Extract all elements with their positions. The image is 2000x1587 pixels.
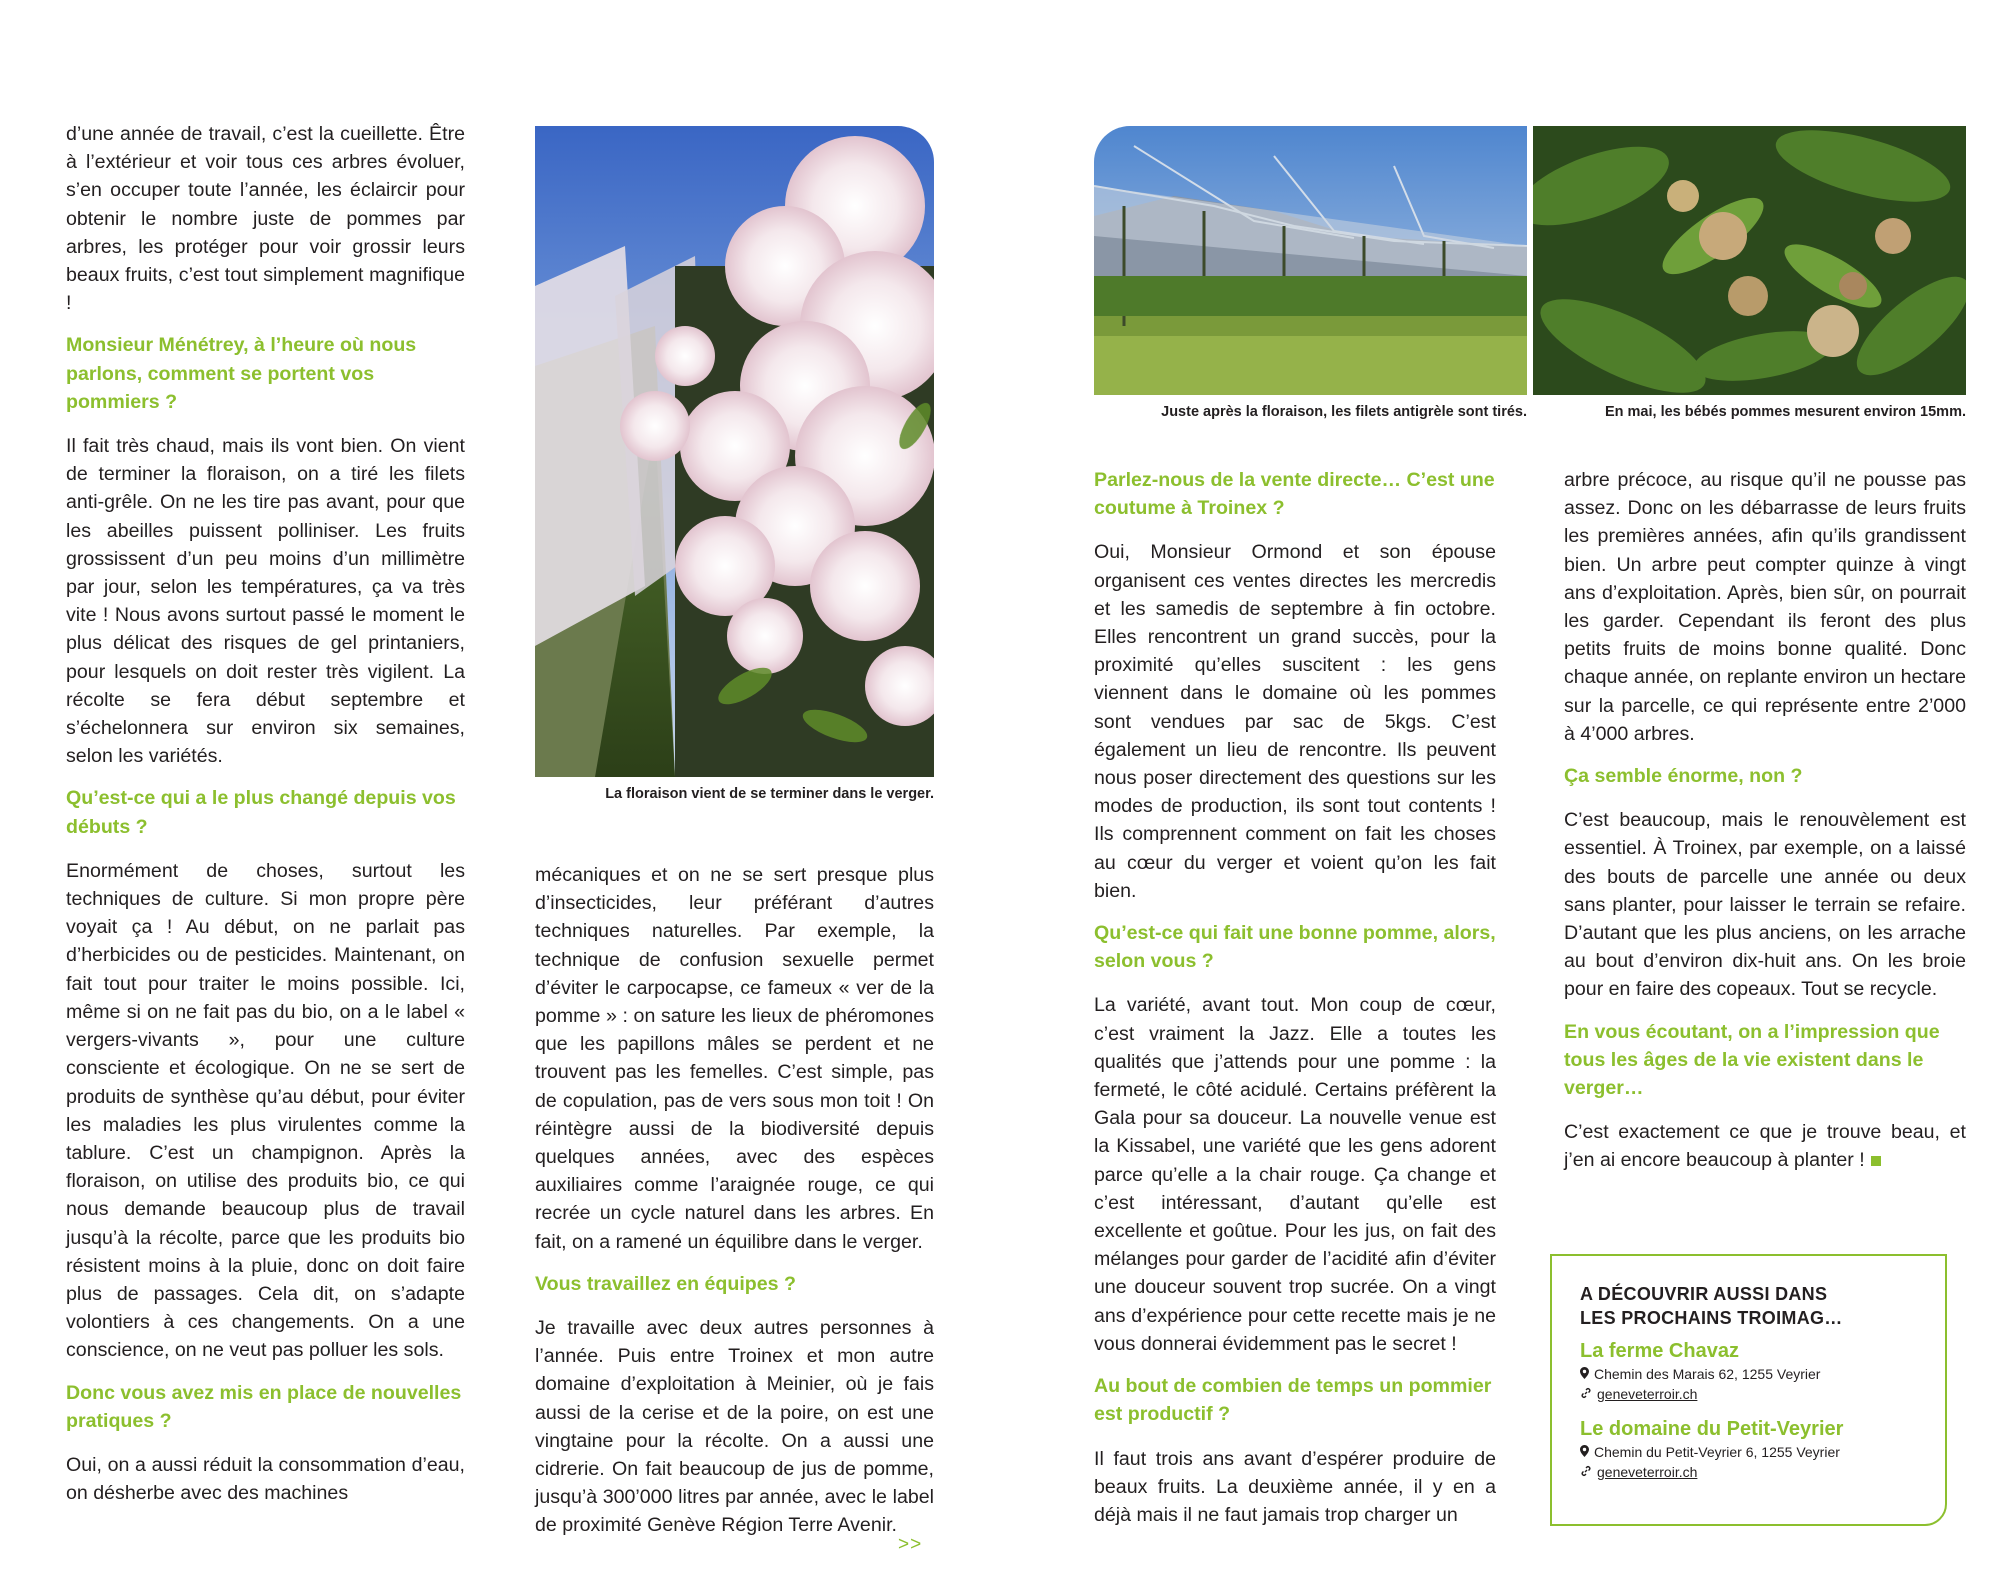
- farm-name: Le domaine du Petit-Veyrier: [1580, 1418, 1844, 1440]
- paragraph: Je travaille avec deux autres personnes à l’année. Puis entre Troinex et mon autre domaine d’exploitation à Meinier, où je fais aussi de la cerise et de la poire, on est une vingtaine pour la récolte. On a aussi une cidrerie. On fait beaucoup de jus de pomme, jusqu’à 300’000 litres par année, avec le label de proximité Genève Région Terre Avenir.: [535, 1317, 934, 1537]
- link-icon: [1580, 1384, 1592, 1404]
- farm-link-row: [1580, 1384, 1917, 1404]
- interview-question: Parlez-nous de la vente directe… C’est une coutume à Troinex ?: [1094, 469, 1495, 520]
- interview-question: Donc vous avez mis en place de nouvelles pratiques ?: [66, 1381, 462, 1432]
- hail-nets-photo-image: [1094, 126, 1527, 395]
- paragraph: Il faut trois ans avant d’espérer produire de beaux fruits. La deuxième année, il y en a déjà mais il ne faut jamais trop charger un: [1094, 1447, 1496, 1526]
- farm-website-link[interactable]: geneveterroir.ch: [1597, 1464, 1698, 1480]
- farm-website-link[interactable]: geneveterroir.ch: [1597, 1386, 1698, 1402]
- farm-address: Chemin du Petit-Veyrier 6, 1255 Veyrier: [1594, 1444, 1840, 1460]
- interview-question: Monsieur Ménétrey, à l’heure où nous parlons, comment se portent vos pommiers ?: [66, 334, 417, 413]
- farm-link-row: [1580, 1462, 1917, 1482]
- column-2: [535, 861, 934, 1540]
- location-pin-icon: [1580, 1364, 1589, 1384]
- paragraph: Oui, on a aussi réduit la consommation d’eau, on désherbe avec des machines: [66, 1453, 465, 1505]
- interview-question: Vous travaillez en équipes ?: [535, 1272, 796, 1295]
- interview-question: En vous écoutant, on a l’impression que tous les âges de la vie existent dans le verger…: [1564, 1020, 1940, 1100]
- blossom-photo: [535, 126, 934, 777]
- interview-question: Qu’est-ce qui fait une bonne pomme, alors, selon vous ?: [1094, 922, 1496, 973]
- column-1: [66, 120, 465, 1507]
- farm-address: Chemin des Marais 62, 1255 Veyrier: [1594, 1366, 1821, 1382]
- paragraph: La variété, avant tout. Mon coup de cœur, c’est vraiment la Jazz. Elle a toutes les qualités que j’attends pour une pomme : la fermeté, le côté acidulé. Certains préfèrent la Gala pour sa douceur. La nouvelle venue est la Kissabel, une variété que les gens adorent parce qu’elle a la chair rouge. Ça change et c’est intéressant, d’autant qu’elle est excellente et goûtue. Pour les jus, on fait des mélanges pour garder de l’acidité afin d’éviter une douceur souvent trop sucrée. On a vingt ans d’expérience pour cette recette mais je ne vous donnerai évidemment pas le secret !: [1094, 994, 1496, 1355]
- farm-name: La ferme Chavaz: [1580, 1340, 1739, 1362]
- baby-apples-caption: En mai, les bébés pommes mesurent environ 15mm.: [1604, 404, 1966, 420]
- discover-more-box: [1550, 1254, 1947, 1526]
- interview-question: Qu’est-ce qui a le plus changé depuis vos débuts ?: [66, 787, 456, 838]
- column-3: [1094, 466, 1496, 1529]
- location-pin-icon: [1580, 1442, 1589, 1462]
- farm-address-row: [1580, 1364, 1917, 1384]
- column-4: [1564, 466, 1966, 1175]
- hail-nets-photo: [1094, 126, 1527, 395]
- baby-apples-photo-image: [1533, 126, 1966, 395]
- paragraph: d’une année de travail, c’est la cueillette. Être à l’extérieur et voir tous ces arbres évoluer, s’en occuper toute l’année, les éclaircir pour obtenir le nombre juste de pommes par arbres, les protéger pour voir grossir leurs beaux fruits, c’est tout simplement magnifique !: [66, 123, 465, 315]
- end-of-article-square: [1871, 1156, 1881, 1166]
- blossom-photo-caption: La floraison vient de se terminer dans le verger.: [605, 786, 934, 802]
- box-title-line-1: A DÉCOUVRIR AUSSI DANS: [1580, 1284, 1828, 1304]
- paragraph: [1564, 1118, 1966, 1174]
- paragraph: Enormément de choses, surtout les techniques de culture. Si mon propre père voyait ça ! Au début, on ne parlait pas d’herbicides ou de pesticides. Maintenant, on fait tout pour traiter le moins possible. Ici, même si on ne fait pas du bio, on a le label « vergers-vivants », pour une culture consciente et écologique. On ne se sert de produits de synthèse qu’au début, pour éviter les maladies les plus virulentes comme la tablure. C’est un champignon. Après la floraison, on utilise des produits bio, ce qui nous demande beaucoup plus de travail jusqu’à la récolte, parce que les produits bio résistent moins à la pluie, donc on doit faire plus de passages. Cela dit, on s’adapte volontiers à ces changements. On a une conscience, on ne veut pas polluer les sols.: [66, 859, 465, 1362]
- paragraph: Il fait très chaud, mais ils vont bien. On vient de terminer la floraison, on a tiré les filets anti-grêle. On ne les tire pas avant, pour que les abeilles puissent polliniser. Les fruits grossissent d’un peu moins d’un millimètre par jour, selon les températures, ça va très vite ! Nous avons surtout passé le moment le plus délicat des risques de gel printaniers, pour lesquels on doit rester très vigilent. La récolte se fera début septembre et s’échelonnera sur environ six semaines, selon les variétés.: [66, 435, 465, 768]
- closing-text: C’est exactement ce que je trouve beau, et j’en ai encore beaucoup à planter !: [1564, 1121, 1966, 1172]
- farm-address-row: [1580, 1442, 1917, 1462]
- paragraph: mécaniques et on ne se sert presque plus d’insecticides, leur préférant d’autres techniques naturelles. Par exemple, la technique de confusion sexuelle permet d’éviter le carpocapse, ce fameux « ver de la pomme » : on sature les lieux de phéromones que les papillons mâles se perdent et ne trouvent pas les femelles. C’est simple, pas de copulation, pas de vers sous mon toit ! On réintègre aussi de la biodiversité depuis quelques années, avec des espèces auxiliaires comme l’araignée rouge, ce qui recrée un cycle naturel dans les arbres. En fait, on a ramené un équilibre dans le verger.: [535, 864, 934, 1253]
- paragraph: arbre précoce, au risque qu’il ne pousse pas assez. Donc on les débarrasse de leurs fruits les premières années, afin qu’ils grandissent bien. Un arbre peut compter quinze à vingt ans d’exploitation. Après, bien sûr, on pourrait les garder. Cependant ils feront des plus petits fruits de moins bonne qualité. Donc chaque année, on replante environ un hectare sur la parcelle, ce qui représente entre 2’000 à 4’000 arbres.: [1564, 469, 1966, 745]
- interview-question: Au bout de combien de temps un pommier est productif ?: [1094, 1375, 1492, 1426]
- continued-marker: >>: [898, 1534, 923, 1555]
- blossom-photo-image: [535, 126, 934, 777]
- link-icon: [1580, 1462, 1592, 1482]
- baby-apples-photo: [1533, 126, 1966, 395]
- hail-nets-caption: Juste après la floraison, les filets antigrèle sont tirés.: [1161, 404, 1527, 420]
- box-title-line-2: LES PROCHAINS TROIMAG…: [1580, 1308, 1843, 1328]
- paragraph: C’est beaucoup, mais le renouvèlement est essentiel. À Troinex, par exemple, on a laissé des bouts de parcelle une année ou deux sans planter, pour laisser le terrain se refaire. D’autant que les plus anciens, on les arrache au bout d’environ dix-huit ans. On les broie pour en faire des copeaux. Tout se recycle.: [1564, 809, 1966, 1001]
- paragraph: Oui, Monsieur Ormond et son épouse organisent ces ventes directes les mercredis et les samedis de septembre à fin octobre. Elles rencontrent un grand succès, pour la proximité qu’elles suscitent : les gens viennent dans le domaine où les pommes sont vendues par sac de 5kgs. C’est également un lieu de rencontre. Ils peuvent nous poser directement des questions sur les modes de production, ils sont tout contents ! Ils comprennent comment on fait les choses au cœur du verger et voient qu’on les fait bien.: [1094, 541, 1496, 902]
- interview-question: Ça semble énorme, non ?: [1564, 765, 1803, 788]
